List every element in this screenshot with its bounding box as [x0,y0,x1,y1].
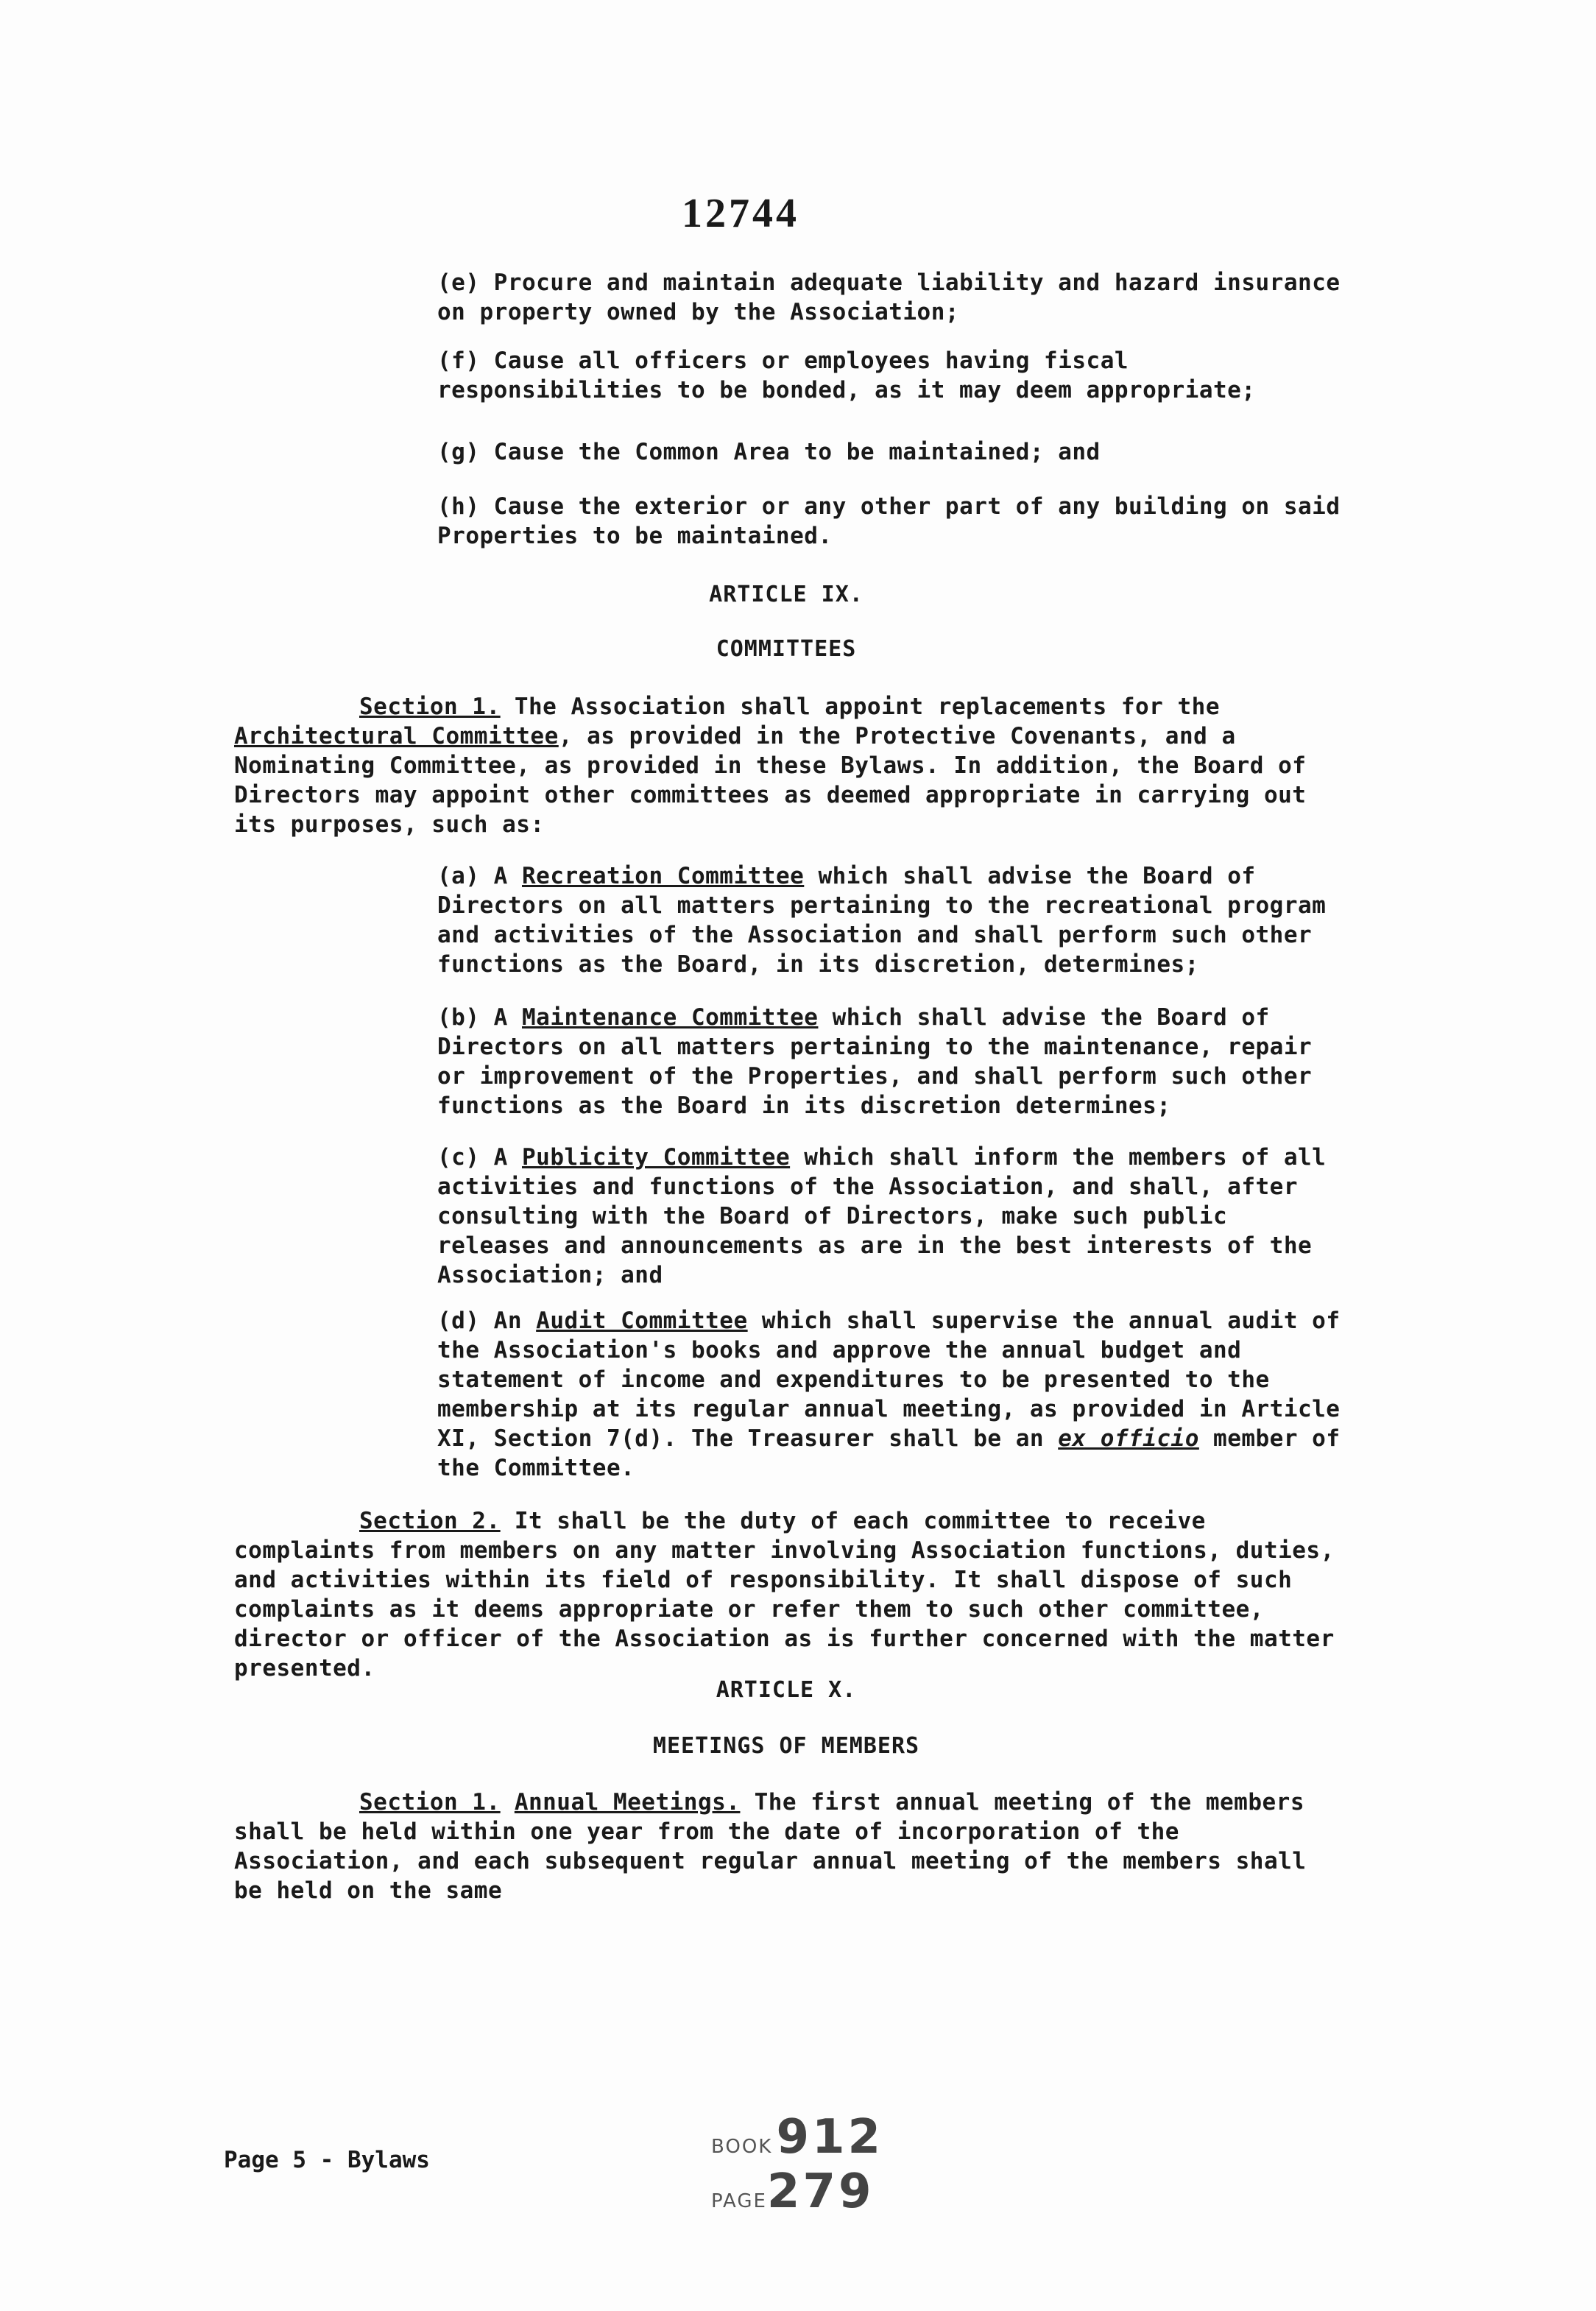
article-ix-section-1: Section 1. The Association shall appoint replacements for the Architectural Committee, as provided in the Protective Covenants, and a Nominating Committee, as provided in these Bylaws. In addition, the Board of Directors may appoint other committees as deemed appropriate in carrying out its purposes, such as: [234,694,1321,838]
item-e: (e) Procure and maintain adequate liability and hazard insurance on property owned by the Association; [437,269,1355,325]
committee-audit: (d) An Audit Committee which shall supervise the annual audit of the Association's books and approve the annual budget and statement of income and expenditures to be presented to the membership at its regular annual meeting, as provided in Article XI, Section 7(d). The Treasurer shall be an ex officio member of the Committee. [437,1308,1355,1481]
page-word: PAGE [711,2190,767,2212]
page-footer-label: Page 5 - Bylaws [224,2147,430,2173]
committee-recreation: (a) A Recreation Committee which shall advise the Board of Directors on all matters pertaining to the recreational program and activities of the Association and shall perform such other functions as the Board, in its discretion, determines; [437,863,1341,978]
article-x-section-1: Section 1. Annual Meetings. The first annual meeting of the members shall be held within one year from the date of incorporation of the Association, and each subsequent regular annual meeting of the members shall be held on the same [234,1789,1321,1904]
book-label: BOOK [711,2136,773,2158]
book-page-reference [711,2110,1020,2219]
book-number: 912 [776,2110,884,2164]
document-number: 12744 [682,191,799,236]
item-h: (h) Cause the exterior or any other part of any building on said Properties to be maintained. [437,493,1355,549]
item-f: (f) Cause all officers or employees having fiscal responsibilities to be bonded, as it may deem appropriate; [437,347,1256,403]
article-ix-title: ARTICLE IX. [709,582,864,607]
article-ix-subtitle: COMMITTEES [716,636,857,662]
article-x-subtitle: MEETINGS OF MEMBERS [652,1733,920,1759]
page-number: 279 [766,2164,875,2219]
committee-publicity: (c) A Publicity Committee which shall inform the members of all activities and functions of the Association, and shall, after consulting with the Board of Directors, make such public releases and announcements as are in the best interests of the Association; and [437,1144,1341,1288]
article-ix-section-2: Section 2. It shall be the duty of each committee to receive complaints from members on any matter involving Association functions, duties, and activities within its field of responsibility. It shall dispose of such complaints as it deems appropriate or refer them to such other committee, director or officer of the Association as is further concerned with the matter presented. [234,1508,1349,1682]
article-x-title: ARTICLE X. [716,1677,857,1703]
item-g: (g) Cause the Common Area to be maintained; and [437,439,1101,465]
committee-maintenance: (b) A Maintenance Committee which shall advise the Board of Directors on all matters pertaining to the maintenance, repair or improvement of the Properties, and shall perform such other functions as the Board in its discretion determines; [437,1004,1327,1119]
